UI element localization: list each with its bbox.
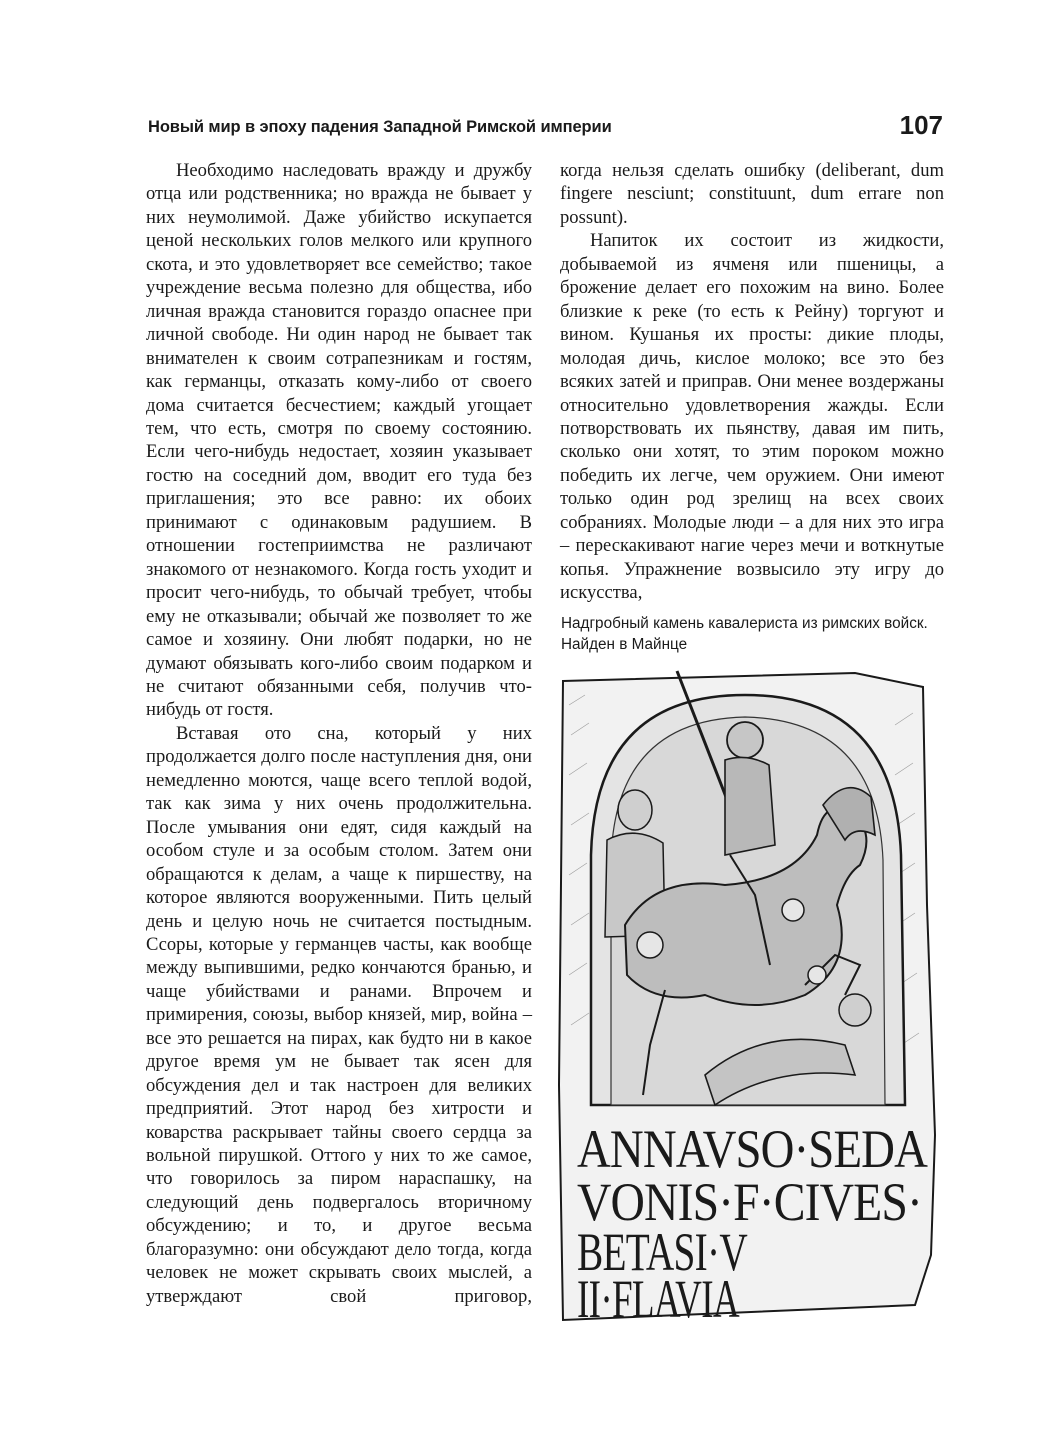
right-column: [560, 159, 944, 605]
rider-torso: [725, 757, 775, 855]
left-column: [146, 159, 532, 1308]
phalera: [637, 932, 663, 958]
running-header: [148, 110, 943, 146]
tombstone-illustration: [555, 665, 945, 1335]
paragraph: Напиток их состоит из жидкости, добываемой из ячменя или пшеницы, а брожение делает его похожим на вино. Более близкие к реке (то есть к Рейну) торгуют и вином. Кушанья их просты: дикие плоды, молодая дичь, кислое молоко; все это без всяких затей и приправ. Они менее воздержаны относительно удовлетворения жажды. Если потворствовать их пьянству, давая им пить, сколько они хотят, то этим пороком можно победить их легче, чем оружием. Они имеют только один род зрелищ на всех своих собраниях. Молодые люди – а для них это игра – перескакивают нагие через мечи и воткнутые копья. Упражнение возвысило эту игру до искусства,: [560, 230, 944, 604]
attendant-head: [618, 790, 652, 830]
paragraph: когда нельзя сделать ошибку (deliberant, dum fingere nesciunt; constituunt, dum errare non possunt).: [560, 160, 944, 228]
running-title: Новый мир в эпоху падения Западной Римской империи: [148, 118, 612, 136]
fallen-enemy-head: [839, 994, 871, 1026]
rider-head: [727, 722, 763, 758]
inscription-line: ANNAVSO·SEDA: [577, 1119, 928, 1179]
paragraph: Вставая ото сна, который у них продолжается долго после наступления дня, они немедленно моются, чаще всего теплой водой, так как зима у них очень продолжительна. После умывания они едят, сидя каждый на особом стуле и за особым столом. Затем они обращаются к делам, а чаще к пиршеству, на которое являются вооруженными. Пить целый день и целую ночь не считается постыдным. Ссоры, которые у германцев часты, как вообще между выпившими, редко кончаются бранью, и чаще убийствами и ранами. Впрочем и примирения, союзы, выбор князей, мир, война – все это решается на пирах, как будто ни в какое другое время ум не бывает так ясен для обсуждения дел и так настроен для великих предприятий. Этот народ без хитрости и коварства раскрывает тайны своего сердца за вольной пирушкой. Оттого у них то же самое, что говорилось за пиром нараспашку, на следующий день подвергалось вторичному обсуждению; и то, и другое весьма благоразумно: они обсуждают дело тогда, когда человек не может скрывать своих мыслей, а утверждают свой приговор,: [146, 722, 532, 1307]
inscription-line: VONIS·F·CIVES·: [577, 1172, 922, 1232]
inscription-line: BETASI·V: [577, 1222, 748, 1282]
paragraph: Необходимо наследовать вражду и дружбу отца или родственника; но вражда не бывает у них неумолимой. Даже убийство искупается ценой нескольких голов мелкого или крупного скота, и это удовлетворяет все семейство; такое учреждение весьма полезно для общества, ибо личная вражда становится гораздо опаснее при личной свободе. Ни один народ не бывает так внимателен к своим сотрапезникам и гостям, как германцы, отказать кому-либо от своего дома считается бесчестием; каждый угощает тем, что есть, смотря по своему состоянию. Если чего-нибудь недостает, хозяин указывает гостю на соседний дом, вводит его туда без приглашения; это все равно: их обоих принимают с одинаковым радушием. В отношении гостеприимства не различают знакомого от незнакомого. Когда гость уходит и просит чего-нибудь, то обычай требует, чтобы ему не отказывали; обычай же позволяет то же самое и хозяину. Они любят подарки, но не думают обязывать кого-либо своим подарком и не считают обязанными себя, получив что-нибудь от гостя.: [146, 160, 532, 721]
page-number: 107: [899, 110, 943, 140]
figure-caption: Надгробный камень кавалериста из римских войск. Найден в Майнце: [561, 615, 928, 653]
phalera: [808, 966, 826, 984]
inscription-line: II·FLAVIA: [577, 1269, 740, 1329]
phalera: [782, 899, 804, 921]
